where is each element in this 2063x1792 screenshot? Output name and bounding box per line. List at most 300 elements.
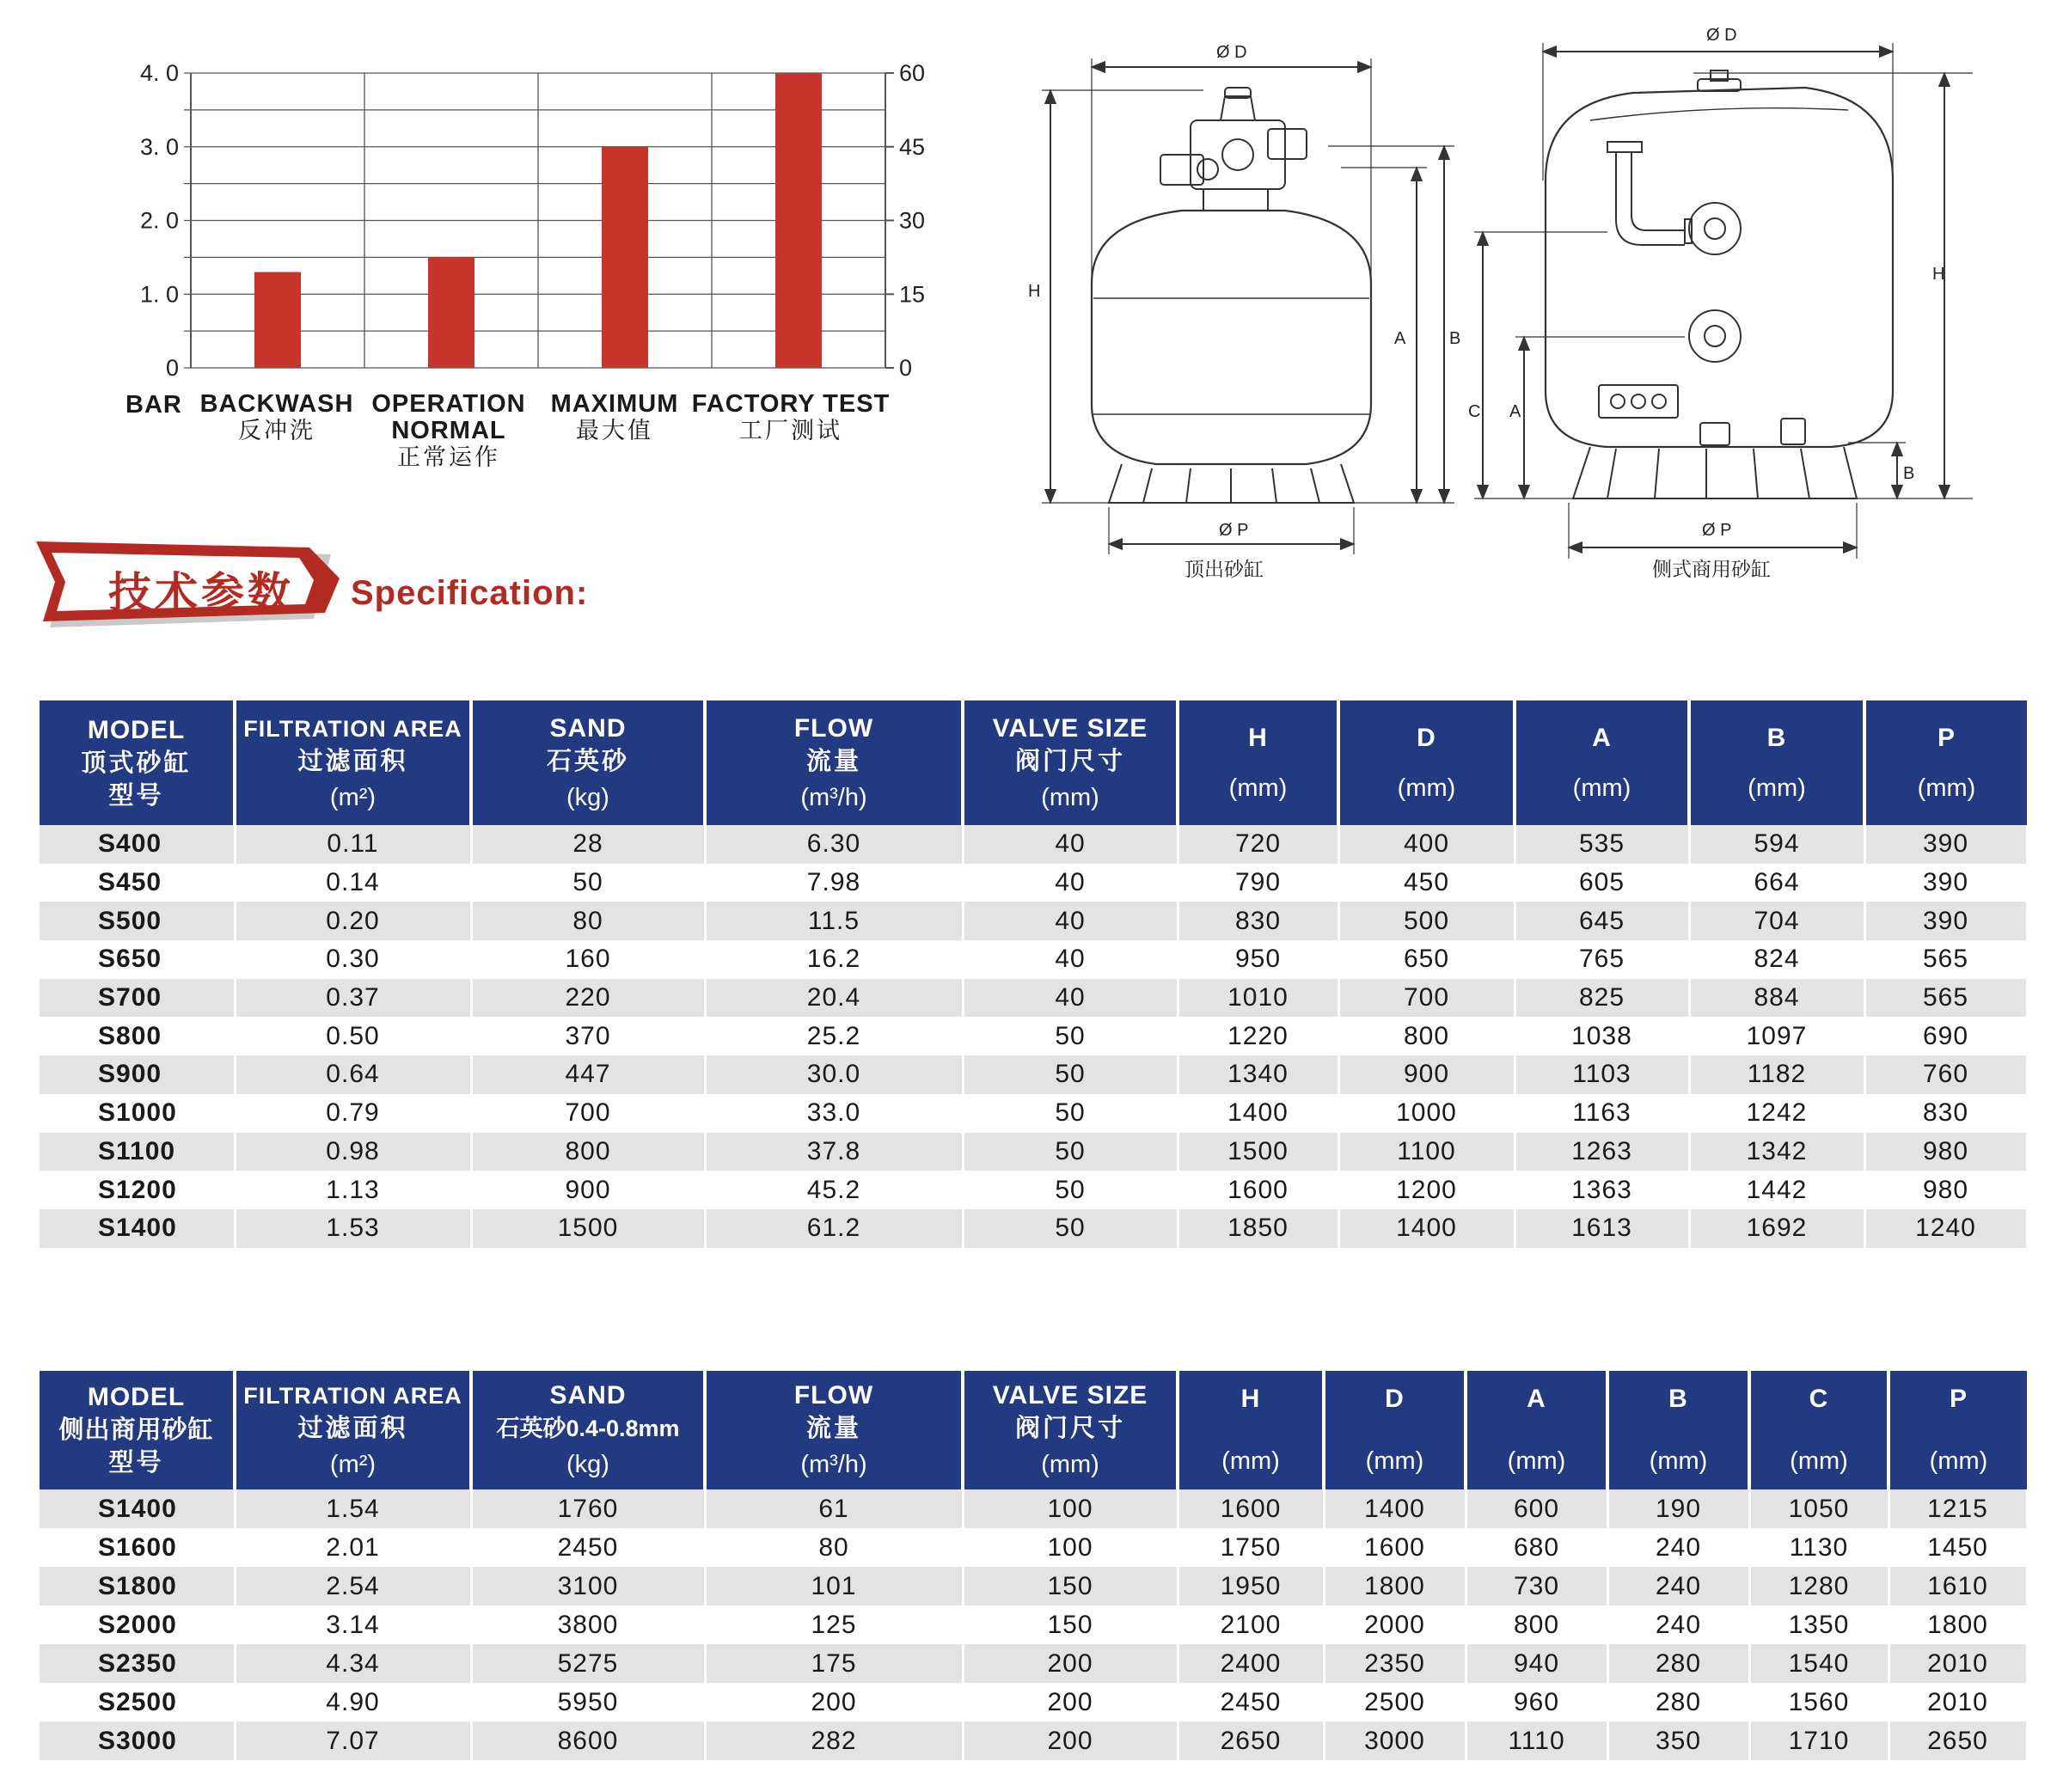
- header-sub2: 型号: [108, 781, 164, 810]
- header-sub: 侧出商用砂缸: [58, 1416, 214, 1444]
- table-cell: 282: [705, 1722, 963, 1760]
- header-main: SAND: [549, 713, 627, 743]
- table-cell: 125: [705, 1605, 963, 1644]
- header-valve-size: [963, 700, 1178, 825]
- dim-label-p: Ø P: [1219, 521, 1249, 540]
- header-unit: (m²): [329, 1451, 376, 1478]
- header-main: FLOW: [793, 1381, 874, 1410]
- table-cell: 20.4: [705, 979, 963, 1018]
- table-cell: 447: [471, 1055, 705, 1094]
- table-cell: 0.20: [235, 902, 471, 940]
- table-cell: 1163: [1515, 1094, 1689, 1133]
- header-model: [40, 700, 235, 825]
- table-cell: 370: [471, 1017, 705, 1055]
- table-cell: 1097: [1689, 1017, 1864, 1055]
- table-cell: 2450: [471, 1528, 705, 1567]
- table-cell: 500: [1338, 902, 1515, 940]
- table-cell: 2.01: [235, 1528, 471, 1567]
- top-mount-spec-table: [40, 700, 2029, 1248]
- header-sub: 流量: [805, 1415, 861, 1442]
- table-cell: 25.2: [705, 1017, 963, 1055]
- table-cell: 175: [705, 1644, 963, 1683]
- model-cell: S2000: [40, 1605, 235, 1644]
- table-cell: 1750: [1178, 1528, 1324, 1567]
- table-cell: 824: [1689, 940, 1864, 979]
- table-cell: 0.14: [235, 864, 471, 902]
- header-flow: [705, 700, 963, 825]
- table-row: [40, 864, 2027, 902]
- top-mount-table-body: [40, 825, 2027, 1248]
- table-cell: 730: [1466, 1567, 1607, 1605]
- header-unit: (kg): [566, 1451, 609, 1478]
- table-cell: 4.90: [235, 1683, 471, 1722]
- header-main: MODEL: [87, 1383, 186, 1411]
- header-unit: (mm): [1917, 774, 1976, 802]
- table-cell: 690: [1864, 1017, 2027, 1055]
- table-cell: 980: [1864, 1133, 2027, 1171]
- table-row: [40, 1644, 2027, 1683]
- table-cell: 1560: [1749, 1683, 1889, 1722]
- table-cell: 600: [1466, 1489, 1607, 1528]
- table-cell: 50: [963, 1133, 1178, 1171]
- category-label-en: MAXIMUM: [550, 390, 679, 418]
- table-cell: 1280: [1749, 1567, 1889, 1605]
- table-cell: 1350: [1749, 1605, 1889, 1644]
- table-cell: 765: [1515, 940, 1689, 979]
- table-row: [40, 1567, 2027, 1605]
- y-tick-label-right: 60: [899, 60, 926, 86]
- header-main: FILTRATION AREA: [243, 1383, 462, 1409]
- table-cell: 1103: [1515, 1055, 1689, 1094]
- table-cell: 535: [1515, 825, 1689, 864]
- y-tick-label-left: 1. 0: [139, 281, 179, 308]
- table-cell: 1240: [1864, 1209, 2027, 1248]
- header-unit: (m³/h): [800, 1451, 867, 1478]
- table-cell: 45.2: [705, 1171, 963, 1209]
- header-unit: (mm): [1929, 1447, 1988, 1475]
- table-cell: 1220: [1178, 1017, 1338, 1055]
- table-cell: 1600: [1178, 1489, 1324, 1528]
- table-cell: 220: [471, 979, 705, 1018]
- table-cell: 800: [1338, 1017, 1515, 1055]
- header-flow: [705, 1371, 963, 1489]
- table-cell: 1215: [1889, 1489, 2027, 1528]
- category-label-zh: 工厂测试: [739, 418, 842, 443]
- model-cell: S500: [40, 902, 235, 940]
- dim-label-p: Ø P: [1702, 521, 1732, 540]
- table-row: [40, 1722, 2027, 1760]
- model-cell: S2500: [40, 1683, 235, 1722]
- header-main: MODEL: [87, 715, 186, 744]
- category-label-en: FACTORY TEST: [691, 390, 891, 418]
- table-cell: 8600: [471, 1722, 705, 1760]
- spec-title-en: Specification:: [351, 574, 589, 612]
- table-cell: 200: [963, 1722, 1178, 1760]
- header-sub: 过滤面积: [297, 1415, 408, 1442]
- table-cell: 1500: [471, 1209, 705, 1248]
- table-cell: 1.13: [235, 1171, 471, 1209]
- table-cell: 3000: [1324, 1722, 1466, 1760]
- dim-label-h: H: [1932, 265, 1945, 284]
- table-cell: 720: [1178, 825, 1338, 864]
- table-cell: 40: [963, 825, 1178, 864]
- header-c: [1749, 1371, 1889, 1489]
- table-cell: 50: [471, 864, 705, 902]
- table-cell: 7.07: [235, 1722, 471, 1760]
- dim-label-d: Ø D: [1216, 43, 1247, 62]
- header-filtration-area: [235, 700, 471, 825]
- table-cell: 1450: [1889, 1528, 2027, 1567]
- model-cell: S650: [40, 940, 235, 979]
- header-h: [1178, 700, 1338, 825]
- header-main: FILTRATION AREA: [243, 715, 462, 742]
- header-h: [1178, 1371, 1324, 1489]
- header-d: [1324, 1371, 1466, 1489]
- table-row: [40, 1489, 2027, 1528]
- table-cell: 0.11: [235, 825, 471, 864]
- table-cell: 1610: [1889, 1567, 2027, 1605]
- header-unit: (mm): [1397, 774, 1456, 802]
- category-label-en-line2: NORMAL: [391, 417, 506, 444]
- table-row: [40, 1017, 2027, 1055]
- table-cell: 1710: [1749, 1722, 1889, 1760]
- table-cell: 0.30: [235, 940, 471, 979]
- table-cell: 760: [1864, 1055, 2027, 1094]
- table-cell: 1242: [1689, 1094, 1864, 1133]
- table-cell: 650: [1338, 940, 1515, 979]
- table-cell: 950: [1178, 940, 1338, 979]
- table-cell: 565: [1864, 979, 2027, 1018]
- table-row: [40, 1683, 2027, 1722]
- table-cell: 800: [471, 1133, 705, 1171]
- table-cell: 1800: [1324, 1567, 1466, 1605]
- model-cell: S900: [40, 1055, 235, 1094]
- top-mount-dimension-labels: [1028, 43, 1460, 580]
- model-cell: S450: [40, 864, 235, 902]
- table-cell: 160: [471, 940, 705, 979]
- model-cell: S700: [40, 979, 235, 1018]
- table-cell: 33.0: [705, 1094, 963, 1133]
- top-mount-caption: 顶出砂缸: [1185, 558, 1264, 580]
- table-cell: 30.0: [705, 1055, 963, 1094]
- table-cell: 1110: [1466, 1722, 1607, 1760]
- table-cell: 1692: [1689, 1209, 1864, 1248]
- header-main: D: [1417, 723, 1436, 752]
- table-cell: 900: [471, 1171, 705, 1209]
- header-main: H: [1248, 723, 1268, 752]
- table-cell: 605: [1515, 864, 1689, 902]
- header-unit: (mm): [1228, 774, 1288, 802]
- table-cell: 3100: [471, 1567, 705, 1605]
- table-cell: 5950: [471, 1683, 705, 1722]
- table-cell: 200: [963, 1644, 1178, 1683]
- table-cell: 11.5: [705, 902, 963, 940]
- header-unit: (m³/h): [800, 783, 867, 811]
- table-cell: 830: [1178, 902, 1338, 940]
- table-cell: 80: [705, 1528, 963, 1567]
- table-cell: 390: [1864, 864, 2027, 902]
- header-unit: (mm): [1041, 783, 1099, 811]
- table-cell: 450: [1338, 864, 1515, 902]
- table-cell: 1950: [1178, 1567, 1324, 1605]
- header-sand: [471, 700, 705, 825]
- header-b: [1607, 1371, 1749, 1489]
- table-cell: 40: [963, 940, 1178, 979]
- table-cell: 800: [1466, 1605, 1607, 1644]
- table-cell: 390: [1864, 902, 2027, 940]
- header-valve-size: [963, 1371, 1178, 1489]
- table-cell: 2650: [1889, 1722, 2027, 1760]
- table-cell: 280: [1607, 1683, 1749, 1722]
- table-cell: 1010: [1178, 979, 1338, 1018]
- table-cell: 2450: [1178, 1683, 1324, 1722]
- header-unit: (mm): [1572, 774, 1631, 802]
- table-cell: 150: [963, 1605, 1178, 1644]
- table-cell: 1400: [1324, 1489, 1466, 1528]
- y-tick-label-left: 3. 0: [139, 133, 179, 160]
- table-cell: 280: [1607, 1644, 1749, 1683]
- y-tick-label-right: 15: [899, 281, 926, 308]
- table-cell: 700: [471, 1094, 705, 1133]
- model-cell: S1100: [40, 1133, 235, 1171]
- table-cell: 664: [1689, 864, 1864, 902]
- header-sub: 流量: [805, 747, 861, 775]
- table-row: [40, 825, 2027, 864]
- table-cell: 61.2: [705, 1209, 963, 1248]
- table-cell: 4.34: [235, 1644, 471, 1683]
- table-cell: 350: [1607, 1722, 1749, 1760]
- table-cell: 1100: [1338, 1133, 1515, 1171]
- y-tick-label-right: 45: [899, 133, 926, 160]
- header-b: [1689, 700, 1864, 825]
- header-main: P: [1937, 723, 1956, 752]
- table-cell: 1540: [1749, 1644, 1889, 1683]
- header-unit: (mm): [1365, 1447, 1424, 1475]
- table-cell: 50: [963, 1209, 1178, 1248]
- header-sub: 过滤面积: [297, 747, 408, 775]
- table-cell: 1760: [471, 1489, 705, 1528]
- table-cell: 1850: [1178, 1209, 1338, 1248]
- table-cell: 0.37: [235, 979, 471, 1018]
- dim-label-b: B: [1903, 464, 1915, 483]
- table-cell: 37.8: [705, 1133, 963, 1171]
- top-mount-filter-diagram: [1042, 58, 1454, 554]
- model-cell: S2350: [40, 1644, 235, 1683]
- table-cell: 594: [1689, 825, 1864, 864]
- table-cell: 1182: [1689, 1055, 1864, 1094]
- table-cell: 5275: [471, 1644, 705, 1683]
- table-cell: 240: [1607, 1605, 1749, 1644]
- table-cell: 2010: [1889, 1644, 2027, 1683]
- header-main: VALVE SIZE: [992, 1381, 1148, 1410]
- table-cell: 1800: [1889, 1605, 2027, 1644]
- header-main: A: [1527, 1385, 1546, 1413]
- table-cell: 1.54: [235, 1489, 471, 1528]
- table-cell: 680: [1466, 1528, 1607, 1567]
- category-label-en: OPERATION: [371, 390, 526, 418]
- header-unit: (m²): [329, 783, 376, 811]
- header-main: C: [1809, 1385, 1829, 1413]
- table-cell: 1600: [1324, 1528, 1466, 1567]
- table-cell: 50: [963, 1017, 1178, 1055]
- table-row: [40, 940, 2027, 979]
- table-cell: 700: [1338, 979, 1515, 1018]
- table-cell: 1342: [1689, 1133, 1864, 1171]
- table-cell: 1400: [1178, 1094, 1338, 1133]
- table-cell: 0.50: [235, 1017, 471, 1055]
- table-cell: 100: [963, 1528, 1178, 1567]
- dim-label-h: H: [1028, 282, 1041, 301]
- header-unit: (kg): [566, 783, 609, 811]
- table-cell: 980: [1864, 1171, 2027, 1209]
- table-cell: 0.64: [235, 1055, 471, 1094]
- table-cell: 1050: [1749, 1489, 1889, 1528]
- table-cell: 1340: [1178, 1055, 1338, 1094]
- table-header-row: [40, 700, 2027, 825]
- table-cell: 900: [1338, 1055, 1515, 1094]
- table-cell: 2000: [1324, 1605, 1466, 1644]
- header-model: [40, 1371, 235, 1489]
- table-cell: 390: [1864, 825, 2027, 864]
- y-tick-label-left: 4. 0: [139, 60, 179, 86]
- y-tick-label-left: 0: [165, 355, 179, 381]
- table-cell: 1038: [1515, 1017, 1689, 1055]
- table-cell: 40: [963, 864, 1178, 902]
- header-sub: 石英砂0.4-0.8mm: [496, 1416, 680, 1441]
- header-d: [1338, 700, 1515, 825]
- table-cell: 704: [1689, 902, 1864, 940]
- table-cell: 240: [1607, 1528, 1749, 1567]
- header-filtration-area: [235, 1371, 471, 1489]
- table-row: [40, 1209, 2027, 1248]
- dim-label-d: Ø D: [1706, 26, 1737, 45]
- header-unit: (mm): [1649, 1447, 1708, 1475]
- header-main: A: [1592, 723, 1612, 752]
- table-row: [40, 1133, 2027, 1171]
- category-label-zh: 正常运作: [397, 444, 500, 470]
- header-sub2: 型号: [108, 1449, 164, 1477]
- header-a: [1466, 1371, 1607, 1489]
- chart-unit-label: BAR: [125, 391, 182, 419]
- model-cell: S1600: [40, 1528, 235, 1567]
- header-sub: 顶式砂缸: [81, 749, 192, 777]
- header-p: [1889, 1371, 2027, 1489]
- header-sand: [471, 1371, 705, 1489]
- table-cell: 2010: [1889, 1683, 2027, 1722]
- table-cell: 1442: [1689, 1171, 1864, 1209]
- y-tick-label-left: 2. 0: [139, 207, 179, 234]
- model-cell: S1200: [40, 1171, 235, 1209]
- category-label-en: BACKWASH: [199, 390, 354, 418]
- table-cell: 2.54: [235, 1567, 471, 1605]
- header-main: VALVE SIZE: [992, 713, 1148, 743]
- table-cell: 50: [963, 1094, 1178, 1133]
- table-cell: 200: [705, 1683, 963, 1722]
- header-main: P: [1949, 1385, 1968, 1413]
- table-cell: 940: [1466, 1644, 1607, 1683]
- table-cell: 790: [1178, 864, 1338, 902]
- spec-title-zh: 技术参数: [108, 569, 294, 617]
- table-cell: 200: [963, 1683, 1178, 1722]
- table-row: [40, 1528, 2027, 1567]
- model-cell: S1400: [40, 1209, 235, 1248]
- table-cell: 61: [705, 1489, 963, 1528]
- table-cell: 150: [963, 1567, 1178, 1605]
- dim-label-c: C: [1468, 402, 1481, 421]
- table-cell: 645: [1515, 902, 1689, 940]
- model-cell: S1400: [40, 1489, 235, 1528]
- table-cell: 190: [1607, 1489, 1749, 1528]
- table-cell: 2400: [1178, 1644, 1324, 1683]
- table-cell: 16.2: [705, 940, 963, 979]
- table-cell: 3800: [471, 1605, 705, 1644]
- header-sub: 阀门尺寸: [1014, 747, 1125, 775]
- table-cell: 1363: [1515, 1171, 1689, 1209]
- table-cell: 6.30: [705, 825, 963, 864]
- table-header-row: [40, 1371, 2027, 1489]
- table-cell: 1400: [1338, 1209, 1515, 1248]
- table-cell: 240: [1607, 1567, 1749, 1605]
- table-cell: 400: [1338, 825, 1515, 864]
- model-cell: S1000: [40, 1094, 235, 1133]
- header-sub: 石英砂: [546, 747, 629, 775]
- table-cell: 100: [963, 1489, 1178, 1528]
- table-row: [40, 1171, 2027, 1209]
- header-main: SAND: [549, 1381, 627, 1410]
- header-p: [1864, 700, 2027, 825]
- model-cell: S3000: [40, 1722, 235, 1760]
- table-cell: 28: [471, 825, 705, 864]
- dim-label-a: A: [1509, 402, 1521, 421]
- table-cell: 40: [963, 979, 1178, 1018]
- table-cell: 80: [471, 902, 705, 940]
- y-tick-label-right: 30: [899, 207, 926, 234]
- table-cell: 0.79: [235, 1094, 471, 1133]
- side-mount-caption: 侧式商用砂缸: [1652, 558, 1771, 580]
- table-cell: 50: [963, 1171, 1178, 1209]
- header-main: FLOW: [793, 713, 874, 743]
- header-main: D: [1385, 1385, 1405, 1413]
- table-cell: 2650: [1178, 1722, 1324, 1760]
- table-cell: 1000: [1338, 1094, 1515, 1133]
- table-cell: 1130: [1749, 1528, 1889, 1567]
- filter-diagrams: [0, 0, 2063, 602]
- table-cell: 960: [1466, 1683, 1607, 1722]
- table-row: [40, 979, 2027, 1018]
- table-row: [40, 1605, 2027, 1644]
- side-mount-spec-table: [40, 1371, 2029, 1760]
- header-main: B: [1668, 1385, 1688, 1413]
- category-label-zh: 最大值: [576, 418, 653, 443]
- header-unit: (mm): [1748, 774, 1806, 802]
- header-unit: (mm): [1041, 1451, 1099, 1478]
- table-row: [40, 1055, 2027, 1094]
- header-a: [1515, 700, 1689, 825]
- table-cell: 0.98: [235, 1133, 471, 1171]
- side-mount-filter-diagram: [1474, 43, 1973, 559]
- table-cell: 1.53: [235, 1209, 471, 1248]
- header-sub: 阀门尺寸: [1014, 1415, 1125, 1442]
- table-cell: 50: [963, 1055, 1178, 1094]
- table-cell: 884: [1689, 979, 1864, 1018]
- table-cell: 1500: [1178, 1133, 1338, 1171]
- header-unit: (mm): [1507, 1447, 1566, 1475]
- table-cell: 2100: [1178, 1605, 1324, 1644]
- table-cell: 2500: [1324, 1683, 1466, 1722]
- table-row: [40, 902, 2027, 940]
- table-cell: 3.14: [235, 1605, 471, 1644]
- table-cell: 101: [705, 1567, 963, 1605]
